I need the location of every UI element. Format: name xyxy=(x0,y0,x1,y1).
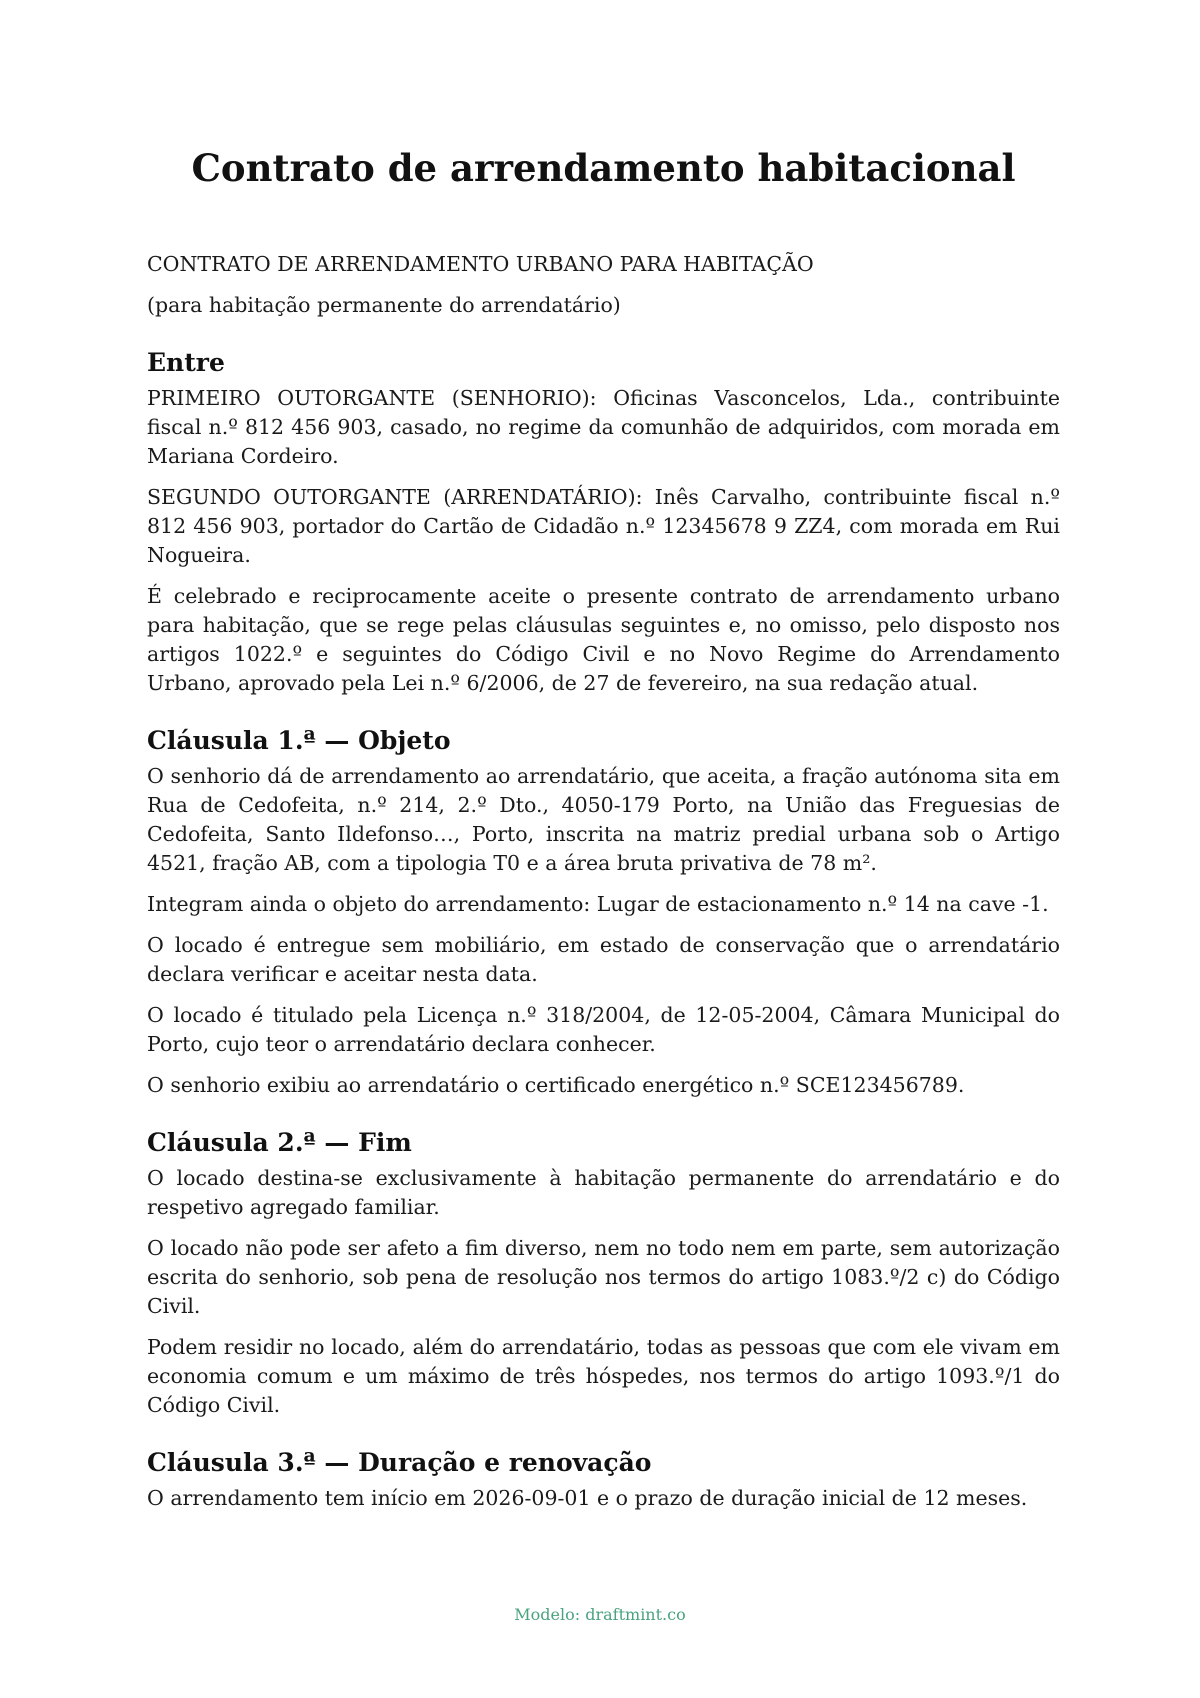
contract-heading-line: CONTRATO DE ARRENDAMENTO URBANO PARA HABITAÇÃO xyxy=(147,252,814,276)
paragraph: Podem residir no locado, além do arrendatário, todas as pessoas que com ele vivam em economia comum e um máximo de três hóspedes, nos termos do artigo 1093.º/1 do Código Civil. xyxy=(147,1335,1060,1417)
section-title: Cláusula 3.ª — Duração e renovação xyxy=(147,1448,652,1477)
section-parties xyxy=(147,346,1060,698)
paragraph-second-party: SEGUNDO OUTORGANTE (ARRENDATÁRIO): Inês Carvalho, contribuinte fiscal n.º 812 456 903, portador do Cartão de Cidadão n.º 12345678 9 ZZ4, com morada em Rui Nogueira. xyxy=(147,485,1060,567)
paragraph: O locado destina-se exclusivamente à habitação permanente do arrendatário e do respetivo agregado familiar. xyxy=(147,1166,1060,1219)
paragraph: O locado não pode ser afeto a fim diverso, nem no todo nem em parte, sem autorização escrita do senhorio, sob pena de resolução nos termos do artigo 1083.º/2 c) do Código Civil. xyxy=(147,1236,1060,1318)
paragraph: O senhorio exibiu ao arrendatário o certificado energético n.º SCE123456789. xyxy=(147,1073,965,1097)
section-clause-1 xyxy=(147,724,1060,1100)
intro-block xyxy=(147,250,1060,320)
document-page xyxy=(147,0,1060,1525)
section-title: Cláusula 2.ª — Fim xyxy=(147,1128,412,1157)
paragraph: O senhorio dá de arrendamento ao arrendatário, que aceita, a fração autónoma sita em Rua de Cedofeita, n.º 214, 2.º Dto., 4050-179 Porto, na União das Freguesias de Cedofeita, Santo Ildefonso…, Porto, inscrita na matriz predial urbana sob o Artigo 4521, fração AB, com a tipologia T0 e a área bruta privativa de 78 m². xyxy=(147,764,1060,875)
paragraph: O locado é titulado pela Licença n.º 318/2004, de 12-05-2004, Câmara Municipal do Porto, cujo teor o arrendatário declara conhecer. xyxy=(147,1003,1060,1056)
paragraph-legal-basis: É celebrado e reciprocamente aceite o presente contrato de arrendamento urbano para habitação, que se rege pelas cláusulas seguintes e, no omisso, pelo disposto nos artigos 1022.º e seguintes do Código Civil e no Novo Regime do Arrendamento Urbano, aprovado pela Lei n.º 6/2006, de 27 de fevereiro, na sua redação atual. xyxy=(147,584,1060,695)
paragraph-first-party: PRIMEIRO OUTORGANTE (SENHORIO): Oficinas Vasconcelos, Lda., contribuinte fiscal n.º 812 456 903, casado, no regime da comunhão de adquiridos, com morada em Mariana Cordeiro. xyxy=(147,386,1060,468)
footer-credit: Modelo: draftmint.co xyxy=(514,1605,686,1624)
section-clause-3 xyxy=(147,1446,1060,1513)
paragraph: Integram ainda o objeto do arrendamento: Lugar de estacionamento n.º 14 na cave -1. xyxy=(147,892,1049,916)
document-title: Contrato de arrendamento habitacional xyxy=(191,146,1016,190)
paragraph: O arrendamento tem início em 2026-09-01 e o prazo de duração inicial de 12 meses. xyxy=(147,1486,1028,1510)
section-title: Cláusula 1.ª — Objeto xyxy=(147,726,451,755)
section-clause-2 xyxy=(147,1126,1060,1420)
paragraph: O locado é entregue sem mobiliário, em estado de conservação que o arrendatário declara verificar e aceitar nesta data. xyxy=(147,933,1060,986)
section-title: Entre xyxy=(147,348,225,377)
contract-subheading-line: (para habitação permanente do arrendatário) xyxy=(147,293,621,317)
